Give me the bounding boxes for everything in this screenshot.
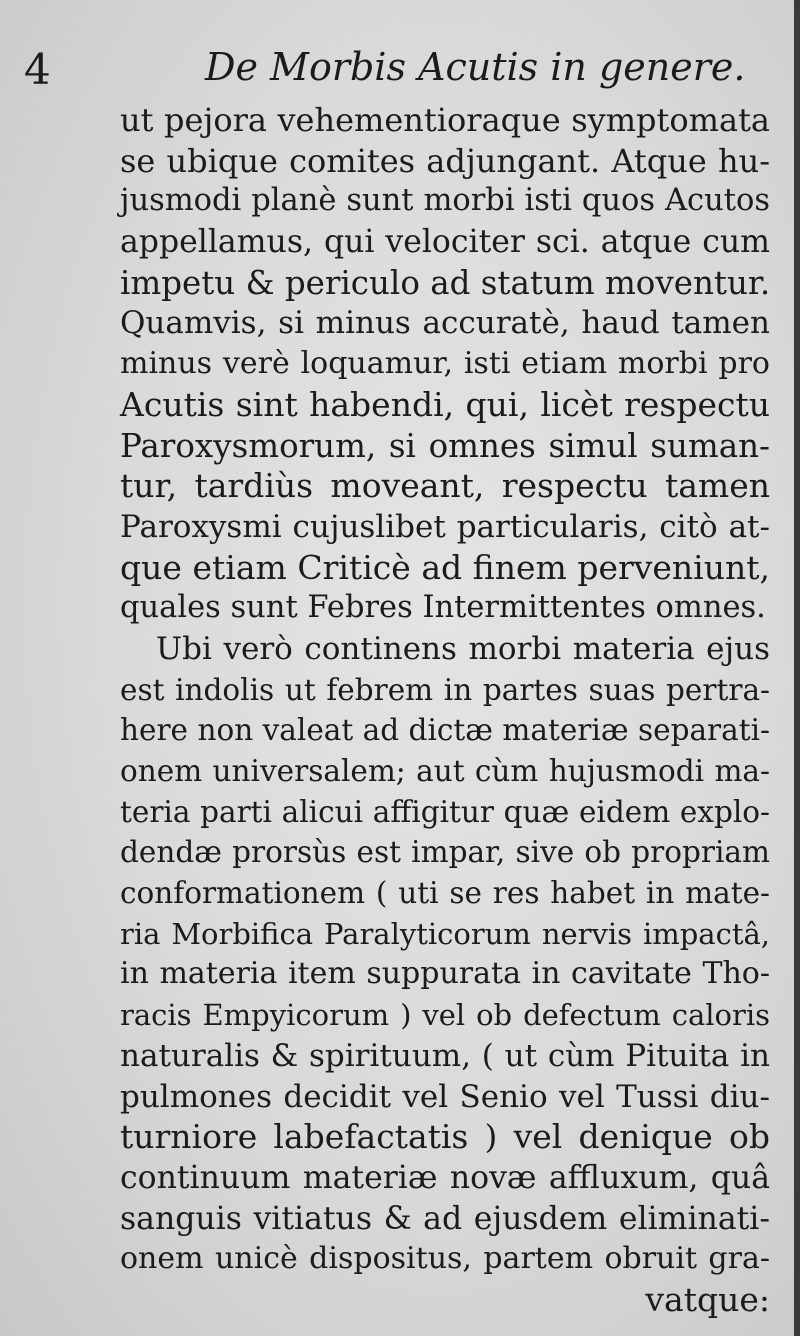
text-line: Paroxysmorum, si omnes simul suman- xyxy=(120,426,770,465)
text-line: turniore labefactatis ) vel denique ob xyxy=(120,1117,770,1157)
text-line: Acutis sint habendi, qui, licèt respectu xyxy=(120,384,770,424)
page-number: 4 xyxy=(24,45,51,94)
text-line: ut pejora vehementioraque symptomata xyxy=(120,101,770,139)
text-line: onem unicè dispositus, partem obruit gra- xyxy=(120,1241,770,1277)
text-line: pulmones decidit vel Senio vel Tussi diu- xyxy=(120,1078,770,1115)
text-line: continuum materiæ novæ affluxum, quâ xyxy=(120,1159,770,1196)
text-line: conformationem ( uti se res habet in mate- xyxy=(120,876,770,911)
text-line: se ubique comites adjungant. Atque hu- xyxy=(120,141,770,180)
text-line: racis Empyicorum ) vel ob defectum caloris xyxy=(120,998,770,1033)
text-line: here non valeat ad dictæ materiæ separati- xyxy=(120,713,770,748)
text-line: onem universalem; aut cùm hujusmodi ma- xyxy=(120,754,770,788)
text-line: quales sunt Febres Intermittentes omnes. xyxy=(120,590,766,626)
body-text xyxy=(120,100,770,1321)
text-line: ria Morbifica Paralyticorum nervis impactâ, xyxy=(120,916,770,951)
text-line: appellamus, qui velociter sci. atque cum xyxy=(120,224,770,261)
text-line: Quamvis, si minus accuratè, haud tamen xyxy=(120,305,770,342)
page-edge-shadow xyxy=(794,0,800,1336)
text-line: minus verè loquamur, isti etiam morbi pro xyxy=(120,346,770,382)
text-line: Paroxysmi cujuslibet particularis, citò at- xyxy=(120,508,770,545)
text-line: Ubi verò continens morbi materia ejus xyxy=(156,630,770,667)
text-line: est indolis ut febrem in partes suas pertra- xyxy=(120,672,770,707)
text-line: tur, tardiùs moveant, respectu tamen xyxy=(120,466,770,506)
text-line: dendæ prorsùs est impar, sive ob propriam xyxy=(120,835,770,870)
text-line: teria parti alicui affigitur quæ eidem explo- xyxy=(120,794,770,829)
running-head: De Morbis Acutis in genere. xyxy=(205,45,746,89)
text-line: naturalis & spirituum, ( ut cùm Pituita in xyxy=(120,1037,770,1074)
text-line: que etiam Criticè ad finem perveniunt, xyxy=(120,547,770,587)
text-line: sanguis vitiatus & ad ejusdem eliminati- xyxy=(120,1200,770,1237)
text-line: in materia item suppurata in cavitate Tho- xyxy=(120,956,770,992)
text-line: jusmodi planè sunt morbi isti quos Acutos xyxy=(120,183,770,219)
catchword: vatque: xyxy=(645,1279,770,1319)
text-line: impetu & periculo ad statum moventur. xyxy=(120,263,771,302)
